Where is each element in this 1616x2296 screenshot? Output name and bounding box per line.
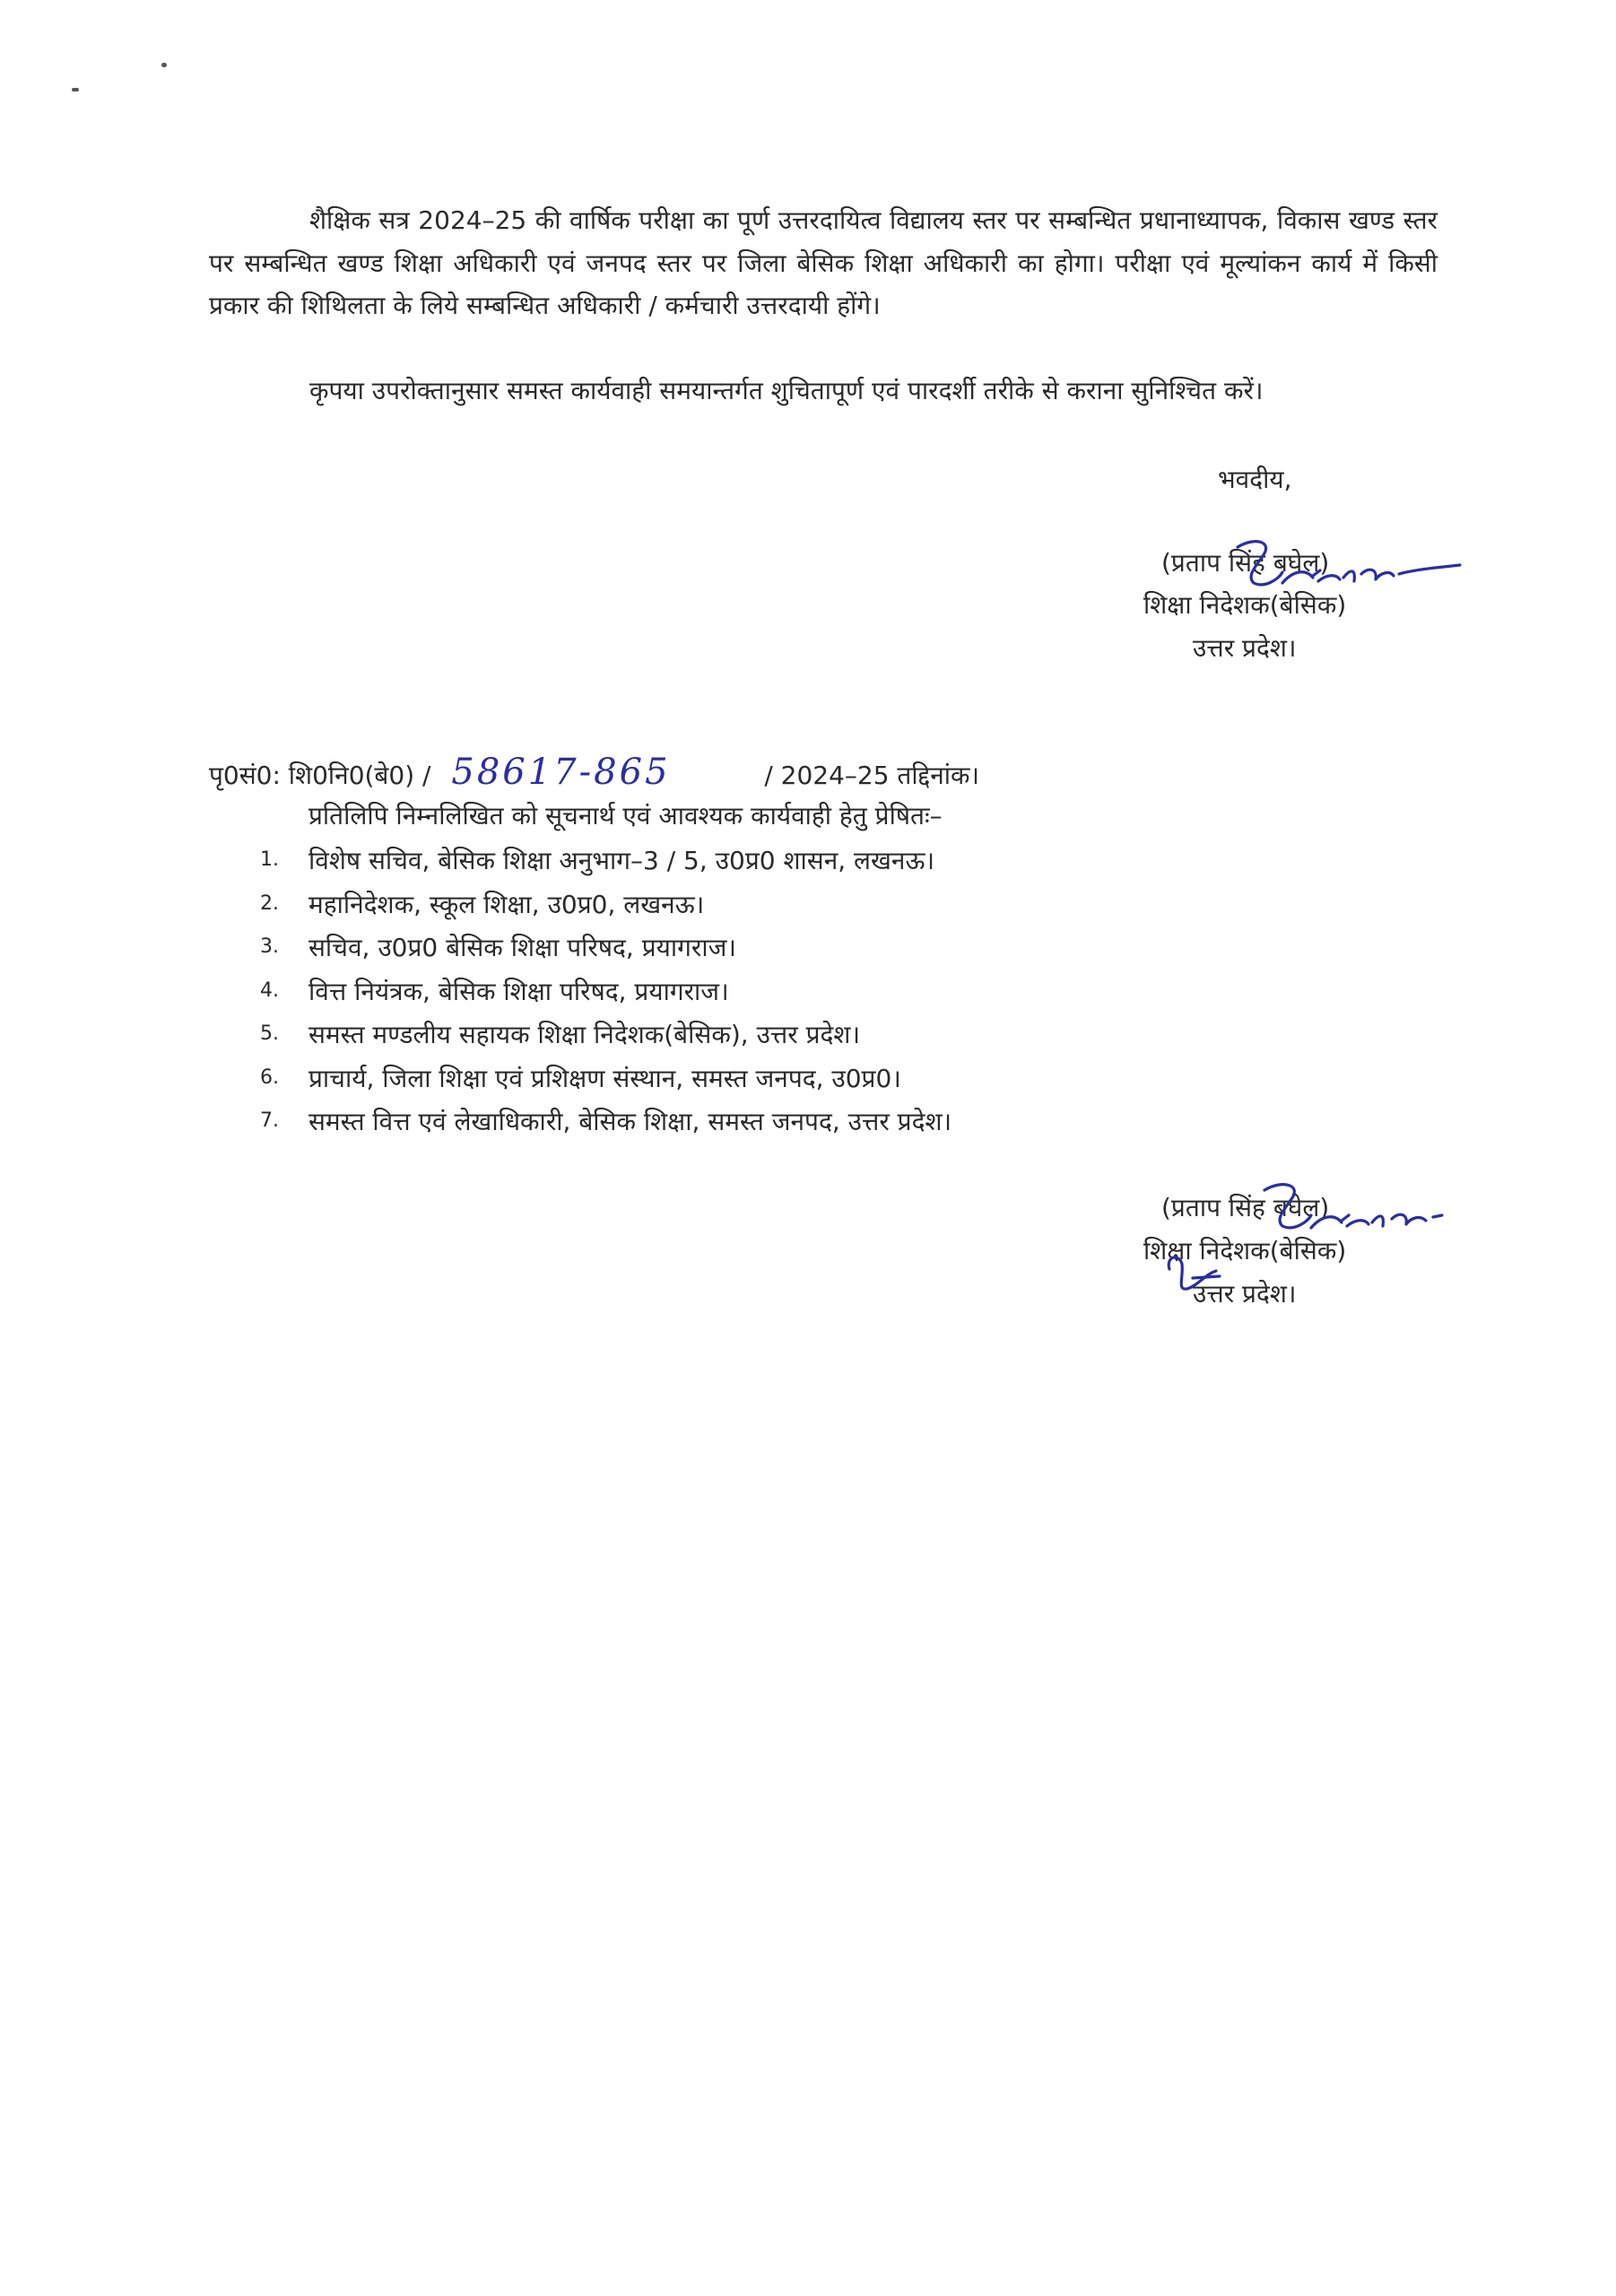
list-item: 5. समस्त मण्डलीय सहायक शिक्षा निदेशक(बेसिक), उत्तर प्रदेश। — [260, 1020, 861, 1049]
list-item: 4. वित्त नियंत्रक, बेसिक शिक्षा परिषद, प्रयागराज। — [260, 976, 729, 1006]
signatory-place: उत्तर प्रदेश। — [1193, 633, 1297, 663]
body-paragraph-2: कृपया उपरोक्तानुसार समस्त कार्यवाही समयान्तर्गत शुचितापूर्ण एवं पारदर्शी तरीके से कराना सुनिश्चित करें। — [309, 376, 1264, 405]
handwritten-signature-2 — [1157, 1170, 1480, 1314]
body-paragraph-1: शैक्षिक सत्र 2024–25 की वार्षिक परीक्षा का पूर्ण उत्तरदायित्व विद्यालय स्तर पर सम्बन्धित प्रधानाध्यापक, विकास खण्ड स्तर पर सम्बन्धित खण्ड शिक्षा अधिकारी एवं जनपद स्तर पर जिला बेसिक शिक्षा अधिकारी का होगा। परीक्षा एवं मूल्यांकन कार्य में किसी प्रकार की शिथिलता के लिये सम्बन्धित अधिकारी / कर्मचारी उत्तरदायी होंगे। — [209, 205, 1438, 320]
list-item: 1. विशेष सचिव, बेसिक शिक्षा अनुभाग–3 / 5, उ0प्र0 शासन, लखनऊ। — [260, 846, 935, 875]
signatory-designation: शिक्षा निदेशक(बेसिक) — [1143, 1236, 1347, 1265]
reference-prefix: पृ0सं0: शि0नि0(बे0) / — [209, 761, 431, 790]
scan-speck — [161, 63, 167, 67]
signatory-name: (प्रताप सिंह बघेल) — [1161, 1193, 1330, 1222]
closing-salutation: भवदीय, — [1218, 465, 1292, 494]
signatory-designation: शिक्षा निदेशक(बेसिक) — [1143, 590, 1347, 620]
copy-recipient-list — [260, 843, 951, 1148]
signatory-name: (प्रताप सिंह बघेल) — [1161, 548, 1330, 578]
list-item: 6. प्राचार्य, जिला शिक्षा एवं प्रशिक्षण संस्थान, समस्त जनपद, उ0प्र0। — [260, 1063, 901, 1093]
list-item: 7. समस्त वित्त एवं लेखाधिकारी, बेसिक शिक्षा, समस्त जनपद, उत्तर प्रदेश। — [260, 1107, 952, 1136]
signatory-place: उत्तर प्रदेश। — [1193, 1279, 1297, 1309]
list-item: 2. महानिदेशक, स्कूल शिक्षा, उ0प्र0, लखनऊ। — [260, 889, 705, 919]
handwritten-reference-number: 58617-865 — [451, 752, 671, 793]
copy-heading: प्रतिलिपि निम्नलिखित को सूचनार्थ एवं आवश्यक कार्यवाही हेतु प्रेषितः– — [308, 801, 943, 831]
list-item: 3. सचिव, उ0प्र0 बेसिक शिक्षा परिषद, प्रयागराज। — [260, 933, 736, 962]
reference-suffix: / 2024–25 तद्दिनांक। — [764, 761, 980, 790]
scan-speck — [72, 88, 79, 91]
handwritten-signature-1 — [1220, 529, 1489, 610]
reference-line — [209, 752, 979, 793]
